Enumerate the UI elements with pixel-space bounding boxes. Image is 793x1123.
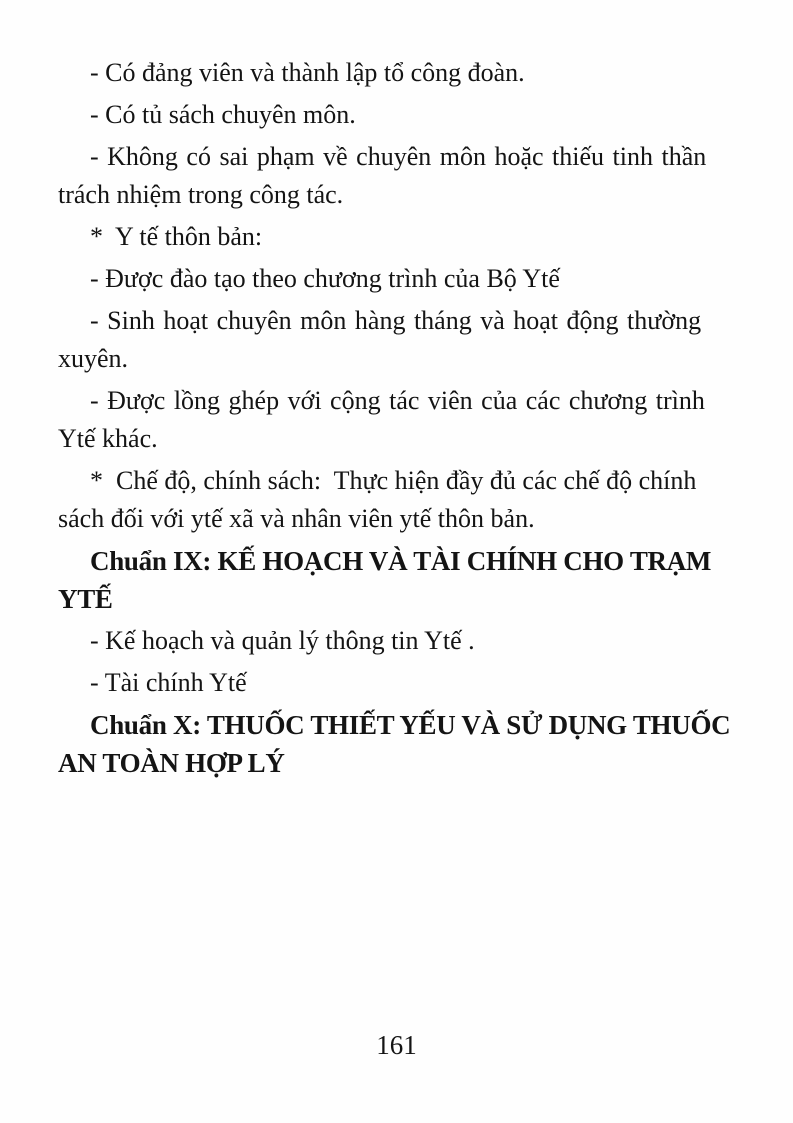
heading-line: YTẾ bbox=[58, 584, 113, 614]
text-line: - Có đảng viên và thành lập tổ công đoàn. bbox=[90, 58, 525, 87]
paragraph bbox=[58, 664, 748, 702]
paragraph bbox=[58, 54, 748, 92]
text-line: - Có tủ sách chuyên môn. bbox=[90, 100, 356, 129]
text-line: * Chế độ, chính sách: Thực hiện đầy đủ các chế độ chính bbox=[90, 466, 697, 495]
text-line: - Kế hoạch và quản lý thông tin Ytế . bbox=[90, 626, 475, 655]
heading-line: AN TOÀN HỢP LÝ bbox=[58, 748, 285, 778]
document-body bbox=[58, 54, 748, 782]
paragraph bbox=[58, 218, 748, 256]
text-line: - Được lồng ghép với cộng tác viên của các chương trình bbox=[90, 386, 705, 415]
text-line: - Được đào tạo theo chương trình của Bộ Ytế bbox=[90, 264, 560, 293]
section-heading-chuan-x bbox=[58, 706, 748, 782]
text-line: xuyên. bbox=[58, 344, 129, 373]
heading-line: Chuẩn X: THUỐC THIẾT YẾU VÀ SỬ DỤNG THUỐC bbox=[90, 710, 731, 740]
text-line: - Sinh hoạt chuyên môn hàng tháng và hoạt động thường bbox=[90, 306, 702, 335]
section-heading-chuan-ix bbox=[58, 542, 748, 618]
text-line: - Không có sai phạm về chuyên môn hoặc thiếu tinh thần bbox=[90, 142, 707, 171]
text-line: - Tài chính Ytế bbox=[90, 668, 247, 697]
paragraph bbox=[58, 260, 748, 298]
text-line: Ytế khác. bbox=[58, 424, 158, 453]
text-line: * Y tế thôn bản: bbox=[90, 222, 263, 251]
paragraph bbox=[58, 382, 748, 458]
heading-line: Chuẩn IX: KẾ HOẠCH VÀ TÀI CHÍNH CHO TRẠM bbox=[90, 546, 712, 576]
paragraph bbox=[58, 462, 748, 538]
paragraph bbox=[58, 138, 748, 214]
paragraph bbox=[58, 302, 748, 378]
paragraph bbox=[58, 96, 748, 134]
page-number: 161 bbox=[376, 1030, 417, 1060]
text-line: sách đối với ytế xã và nhân viên ytế thôn bản. bbox=[58, 504, 535, 533]
paragraph bbox=[58, 622, 748, 660]
text-line: trách nhiệm trong công tác. bbox=[58, 180, 344, 209]
